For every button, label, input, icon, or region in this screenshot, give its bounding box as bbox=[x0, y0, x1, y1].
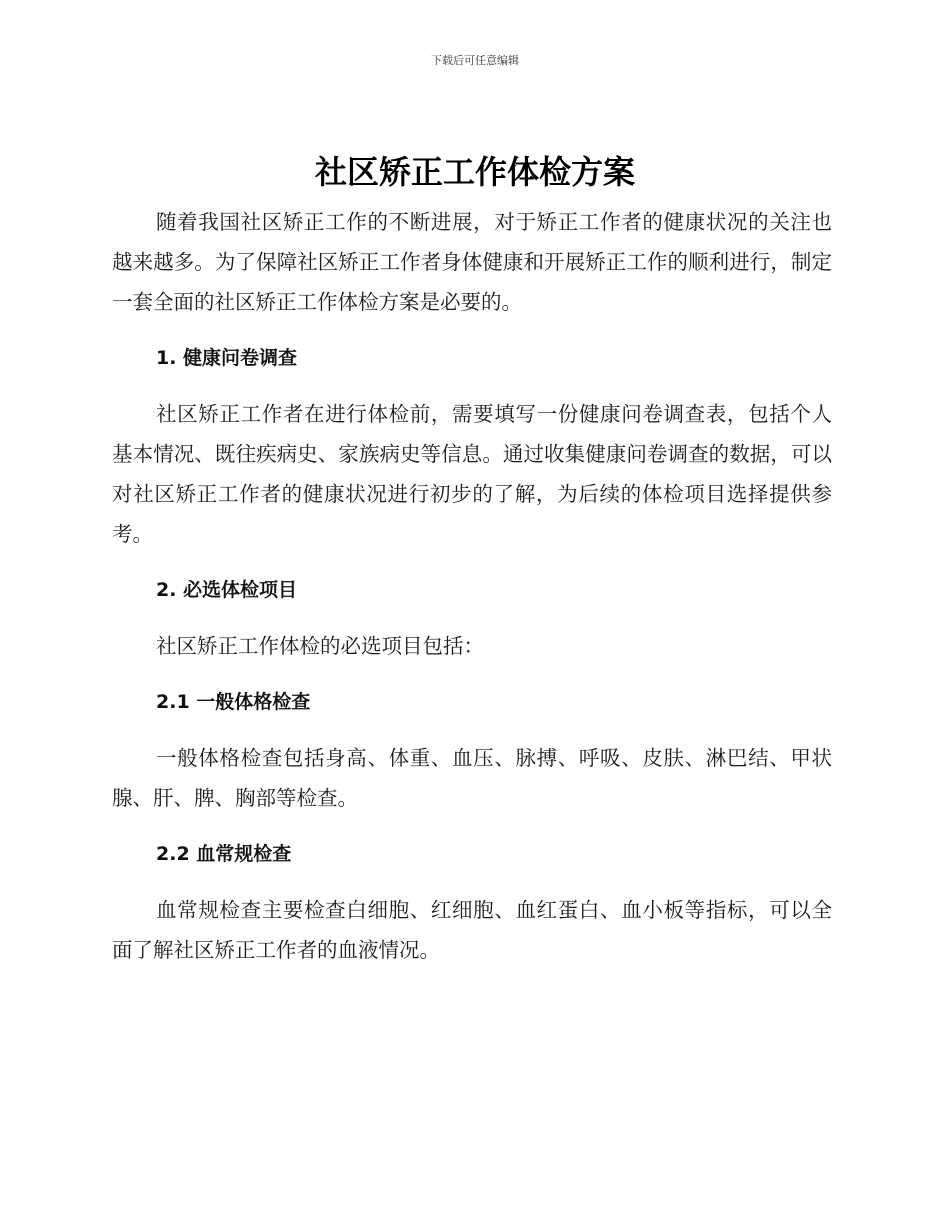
section-2-1-paragraph: 一般体格检查包括身高、体重、血压、脉搏、呼吸、皮肤、淋巴结、甲状腺、肝、脾、胸部等检查。 bbox=[112, 746, 832, 810]
section-2-heading: 2. 必选体检项目 bbox=[156, 579, 298, 601]
section-1-paragraph: 社区矫正工作者在进行体检前，需要填写一份健康问卷调查表，包括个人基本情况、既往疾病史、家族病史等信息。通过收集健康问卷调查的数据，可以对社区矫正工作者的健康状况进行初步的了解，为后续的体检项目选择提供参考。 bbox=[112, 402, 832, 546]
page-header-note: 下载后可任意编辑 bbox=[431, 54, 519, 67]
document-title: 社区矫正工作体检方案 bbox=[314, 153, 635, 191]
section-2-paragraph: 社区矫正工作体检的必选项目包括： bbox=[156, 634, 484, 658]
section-1-heading: 1. 健康问卷调查 bbox=[156, 347, 298, 369]
section-2-1-heading: 2.1 一般体格检查 bbox=[156, 691, 311, 713]
section-2-2-paragraph: 血常规检查主要检查白细胞、红细胞、血红蛋白、血小板等指标，可以全面了解社区矫正工作者的血液情况。 bbox=[112, 898, 832, 962]
intro-paragraph: 随着我国社区矫正工作的不断进展，对于矫正工作者的健康状况的关注也越来越多。为了保障社区矫正工作者身体健康和开展矫正工作的顺利进行，制定一套全面的社区矫正工作体检方案是必要的。 bbox=[112, 210, 832, 314]
document-body bbox=[112, 202, 832, 970]
section-2-2-heading: 2.2 血常规检查 bbox=[156, 843, 292, 865]
